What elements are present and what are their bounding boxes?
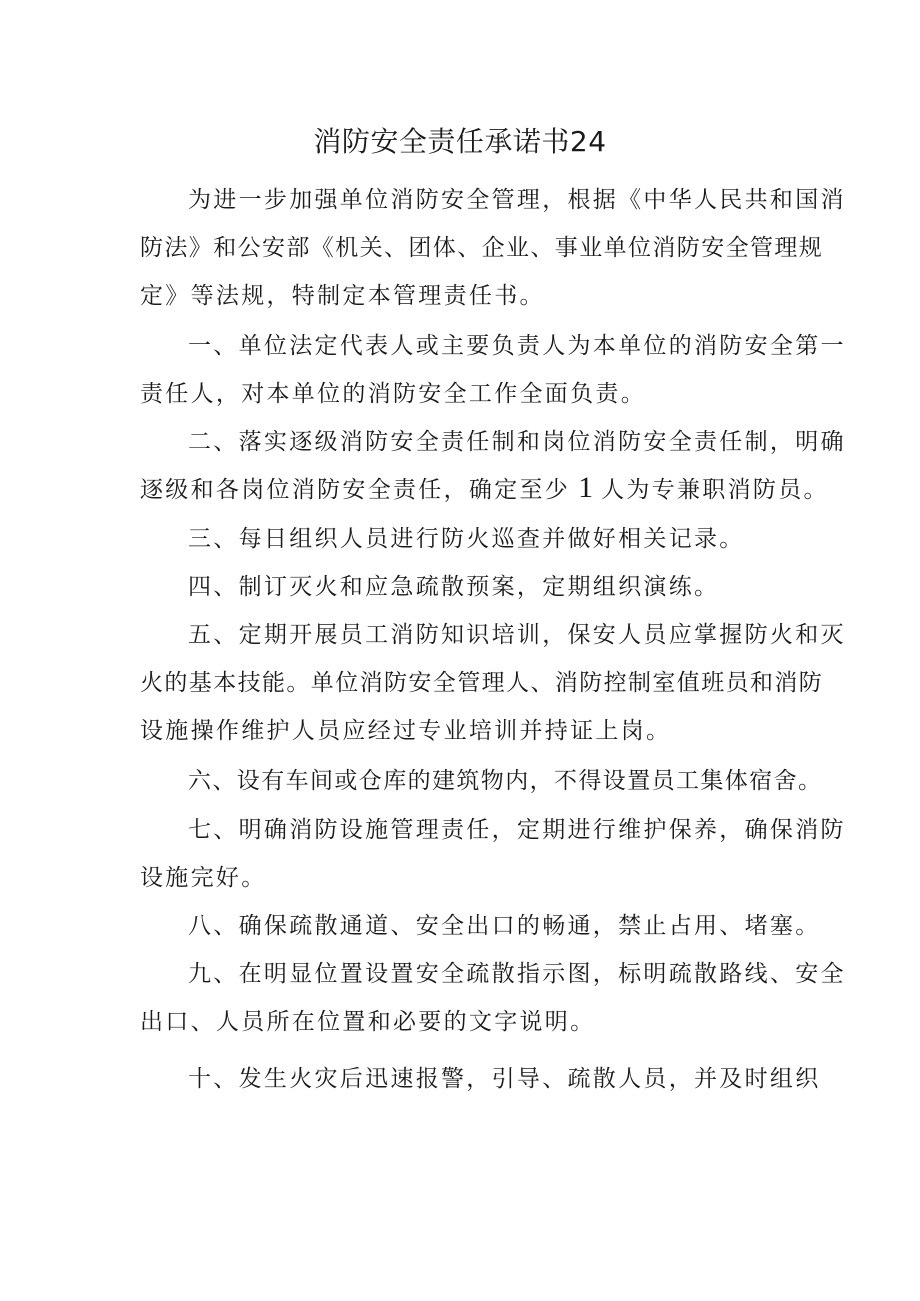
item-10-line-1: 十、发生火灾后迅速报警，引导、疏散人员，并及时组织 (188, 1066, 821, 1092)
item-1-line-1: 一、单位法定代表人或主要负责人为本单位的消防安全第一 (188, 333, 846, 359)
document-title: 消防安全责任承诺书24 (313, 125, 607, 158)
item-8-line-1: 八、确保疏散通道、安全出口的畅通，禁止占用、堵塞。 (188, 913, 821, 939)
item-2-line-1: 二、落实逐级消防安全责任制和岗位消防安全责任制，明确 (188, 429, 846, 455)
item-9-line-2: 出口、人员所在位置和必要的文字说明。 (140, 1009, 596, 1035)
item-1-line-2: 责任人，对本单位的消防安全工作全面负责。 (140, 381, 646, 407)
item-7-line-1: 七、明确消防设施管理责任，定期进行维护保养，确保消防 (188, 817, 846, 843)
item-7-line-2: 设施完好。 (140, 865, 267, 891)
item-4-line-1: 四、制订灭火和应急疏散预案，定期组织演练。 (188, 574, 720, 600)
item-9-line-1: 九、在明显位置设置安全疏散指示图，标明疏散路线、安全 (188, 961, 846, 987)
intro-line-3: 定》等法规，特制定本管理责任书。 (140, 283, 545, 309)
item-2-text-before: 逐级和各岗位消防安全责任，确定至少 (140, 477, 571, 503)
item-5-line-1: 五、定期开展员工消防知识培训，保安人员应掌握防火和灭 (188, 622, 846, 648)
item-2-minimum-count: 1 (578, 471, 594, 504)
item-6-line-1: 六、设有车间或仓库的建筑物内，不得设置员工集体宿舍。 (188, 768, 823, 794)
item-2-text-after: 人为专兼职消防员。 (601, 477, 829, 503)
item-5-line-2: 火的基本技能。单位消防安全管理人、消防控制室值班员和消防 (140, 670, 824, 696)
intro-line-1: 为进一步加强单位消防安全管理，根据《中华人民共和国消 (188, 187, 846, 213)
item-3-line-1: 三、每日组织人员进行防火巡查并做好相关记录。 (188, 526, 745, 552)
item-2-line-2 (140, 472, 829, 506)
intro-line-2: 防法》和公安部《机关、团体、企业、事业单位消防安全管理规 (140, 235, 824, 261)
item-5-line-3: 设施操作维护人员应经过专业培训并持证上岗。 (140, 718, 672, 744)
